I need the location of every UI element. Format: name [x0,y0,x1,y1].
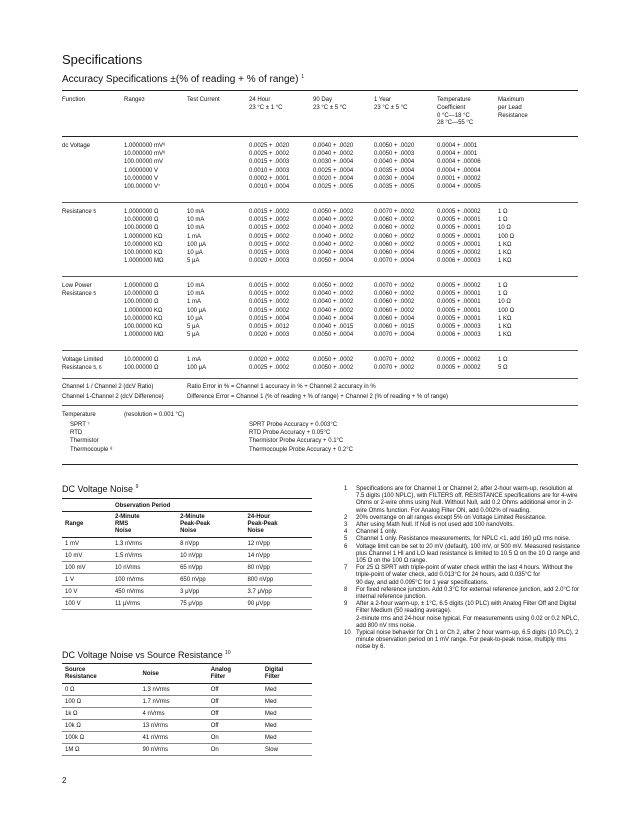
ratio-formula: Ratio Error in % = Channel 1 accuracy in % + Channel 2 accuracy in % [187,384,376,390]
lpr-1y: 0.0070 + .0002 0.0060 + .0002 0.0060 + .0002 0.0060 + .0002 0.0060 + .0004 0.0060 + .0015 0.0070 + .0004 [374,283,415,339]
source-cell: Med [262,708,312,720]
header-test-current: Test Current [187,97,220,103]
source-cell: 0 Ω [62,684,140,696]
source-cell: Off [208,696,262,708]
footnote-item [344,536,580,543]
dcv-tc: 0.0004 + .0001 0.0004 + .0001 0.0004 + .00006 0.0004 + .00004 0.0001 + .00002 0.0004 + .00005 [437,143,481,191]
noise-cell: 650 nVpp [177,574,244,586]
source-cell: 1.7 nVrms [140,696,208,708]
temperature-resolution: (resolution = 0.001 °C) [124,412,185,418]
source-cell: On [208,744,262,756]
footnote-item [344,522,580,529]
rule-vlr [62,378,578,379]
footnote-text: After a 2-hour warm-up, ± 1°C, 6.5 digits (10 PLC) with Analog Filter Off and Digital Filter Medium (50 reading average). 2-minute rms and 24-hour noise typical. For measurements using 0.02 or 0.2 NPLC, add 800 nV rms noise. [356,601,580,629]
source-row [62,744,312,756]
page-title: Specifications [62,52,143,67]
footnote-item [344,529,580,536]
vlr-90d: 0.0050 + .0002 0.0050 + .0002 [313,357,354,372]
res-1y: 0.0070 + .0002 0.0060 + .0002 0.0060 + .0002 0.0060 + .0002 0.0060 + .0002 0.0060 + .0004 0.0070 + .0004 [374,209,415,265]
dcv-90d: 0.0040 + .0020 0.0040 + .0002 0.0030 + .0004 0.0025 + .0004 0.0020 + .0004 0.0025 + .0005 [313,143,354,191]
source-cell: 4 nVrms [140,708,208,720]
noise-cell: 3 μVpp [177,586,244,598]
noise-title-note: 9 [135,484,139,490]
vlr-tc: 0.0005 + .00002 0.0005 + .00002 [437,357,481,372]
header-top-rule [62,90,578,91]
res-24h: 0.0015 + .0002 0.0015 + .0002 0.0015 + .0002 0.0015 + .0002 0.0015 + .0002 0.0015 + .0003 0.0020 + .0003 [249,209,290,265]
footnote-text: Channel 1 only. Resistance measurements, for NPLC <1, add 160 μΩ rms noise. [356,536,571,543]
noise-cell: 1.3 nVrms [112,538,177,550]
lpr-lead: 1 Ω 1 Ω 10 Ω 100 Ω 1 KΩ 1 KΩ 1 KΩ [498,283,515,339]
header-range-text: Range [124,97,142,103]
noise-cell: 1.5 nVrms [112,550,177,562]
source-row [62,684,312,696]
difference-label: Channel 1-Channel 2 (dcV Difference) [62,394,164,400]
source-row [62,720,312,732]
source-cell: Off [208,708,262,720]
source-row [62,696,312,708]
res-range: 1.0000000 Ω 10.000000 Ω 100.00000 Ω 1.0000000 KΩ 10.000000 KΩ 100.00000 KΩ 1.0000000 MΩ [124,209,164,265]
source-cell: 100k Ω [62,732,140,744]
lpr-current: 10 mA 10 mA 1 mA 100 μA 10 μA 5 μA 5 μA [187,283,207,339]
noise-cell: 65 nVpp [177,562,244,574]
source-title-note: 10 [225,650,231,656]
source-cell: On [208,732,262,744]
res-lead: 1 Ω 1 Ω 10 Ω 100 Ω 1 KΩ 1 KΩ 1 KΩ [498,209,515,265]
noise-subheader-row [62,500,312,512]
res-label [62,208,96,216]
source-cell: Off [208,684,262,696]
noise-cell: 800 nVpp [245,574,312,586]
noise-cell: 1 V [62,574,112,586]
footnote-number: 4 [344,529,348,536]
noise-cell: 10 nVrms [112,562,177,574]
source-cell: 10k Ω [62,720,140,732]
noise-cell: 450 nVrms [112,586,177,598]
lpr-label [62,282,96,298]
noise-cell: 90 μVpp [245,598,312,610]
lpr-24h: 0.0015 + .0002 0.0015 + .0002 0.0015 + .0002 0.0015 + .0002 0.0015 + .0004 0.0015 + .0012 0.0020 + .0003 [249,283,290,339]
res-label-note: 5 [93,209,97,215]
noise-cell: 75 μVpp [177,598,244,610]
vlr-range: 10.000000 Ω 100.00000 Ω [124,357,159,372]
lpr-90d: 0.0050 + .0002 0.0040 + .0002 0.0040 + .0002 0.0040 + .0002 0.0040 + .0004 0.0040 + .0015 0.0050 + .0004 [313,283,354,339]
source-table [62,665,312,756]
header-bottom-rule [62,136,578,137]
noise-cell: 80 nVpp [245,562,312,574]
rule-ratio [62,405,578,406]
rule-res [62,276,578,277]
footnote-number: 10 [344,630,351,637]
noise-title-text: DC Voltage Noise [62,484,134,494]
noise-cell: 8 nVpp [177,538,244,550]
noise-cell: 100 nVrms [112,574,177,586]
rule-dcv [62,202,578,203]
footnote-item [344,601,580,630]
footnote-item [344,486,580,515]
footnote-text: Channel 1 only. [356,529,398,536]
header-24-hour: 24 Hour 23 °C ± 1 °C [249,97,283,111]
accuracy-title-note: 1 [301,74,304,80]
footnote-number: 7 [344,565,348,572]
source-title [62,650,231,660]
noise-cell: 11 μVrms [112,598,177,610]
vlr-24h: 0.0020 + .0002 0.0025 + .0002 [249,357,290,372]
footnote-item [344,565,580,587]
source-row [62,708,312,720]
noise-subheader-blank [62,500,112,512]
noise-observation-period: Observation Period [112,500,312,512]
footnote-item [344,544,580,566]
footnote-number: 1 [344,486,348,492]
footnote-text: For 25 Ω SPRT with triple-point of water check within the last 4 hours. Without the triple-point of water check, add 0.013°C for 24 hours, add 0.035°C for 90 day, and add 0.095°C for 1 year specifications. [356,565,573,586]
footnote-number: 3 [344,522,348,529]
noise-row [62,550,312,562]
res-90d: 0.0050 + .0002 0.0040 + .0002 0.0040 + .0002 0.0040 + .0002 0.0040 + .0002 0.0040 + .0004 0.0050 + .0004 [313,209,354,265]
noise-cell: 12 nVpp [245,538,312,550]
noise-top-rule [62,498,312,499]
vlr-label [62,356,103,372]
noise-header-cell: 24-Hour Peak-Peak Noise [245,512,312,538]
difference-formula: Difference Error = Channel 1 (% of reading + % of range) + Channel 2 (% of reading + % of range) [187,394,449,400]
footnote-number: 8 [344,586,348,593]
footnote-text: Voltage limit can be set to 20 mV (default), 100 mV, or 500 mV. Measured resistance plus Channel 1 HI and LO lead resistance is limited to 10.5 Ω on the 10 Ω range and 105 Ω on the 100 Ω range. [356,543,581,565]
noise-row [62,538,312,550]
noise-cell: 10 nVpp [177,550,244,562]
source-cell: Med [262,720,312,732]
source-cell: Med [262,696,312,708]
footnote-number: 2 [344,514,348,521]
source-cell: 41 nVrms [140,732,208,744]
header-1-year: 1 Year 23 °C ± 5 °C [374,97,408,111]
noise-header-row [62,512,312,538]
footnote-item [344,587,580,601]
source-cell: 1M Ω [62,744,140,756]
source-cell: Med [262,684,312,696]
accuracy-title-text: Accuracy Specifications ±(% of reading + % of range) [62,74,299,85]
vlr-current: 1 mA 100 μA [187,357,207,372]
footnote-number: 9 [344,601,348,608]
lpr-label-note: 5 [93,291,97,298]
noise-table [62,500,312,610]
noise-cell: 3.7 μVpp [245,586,312,598]
noise-cell: 10 V [62,586,112,598]
dcv-1y: 0.0050 + .0020 0.0050 + .0003 0.0040 + .0004 0.0035 + .0004 0.0030 + .0004 0.0035 + .0005 [374,143,415,191]
source-header-cell: Digital Filter [262,665,312,684]
source-header-row [62,665,312,684]
source-header-cell: Noise [140,665,208,684]
footnote-text: Specifications are for Channel 1 or Channel 2, after 2-hour warm-up, resolution at 7.5 digits (100 NPLC), with FILTERS off. RESISTANCE specifications are for 4-wire Ohms or 2-wire ohms using Null. Without Null, add 0.2 Ohms additional error in 2-wire Ohms function. For Analog Filter ON, add 0.002% of reading. [356,486,578,514]
footnote-text: 20% overrange on all ranges except 5% on Voltage Limited Resistance. [356,514,547,521]
noise-header-cell: Range [62,512,112,538]
rule-lpr [62,350,578,351]
header-temp-coefficient: Temperature Coefficient 0 °C—18 °C 28 °C—55 °C [437,97,474,127]
noise-cell: 14 nVpp [245,550,312,562]
res-label-text: Resistance [62,209,92,215]
noise-cell: 100 mV [62,562,112,574]
accuracy-title [62,74,304,85]
noise-title [62,484,138,494]
temperature-sensors: SPRT ⁷ RTD Thermistor Thermocouple ⁸ [70,422,113,453]
ratio-label: Channel 1 / Channel 2 (dcV Ratio) [62,384,154,390]
temperature-label: Temperature [62,412,96,418]
source-top-rule [62,663,312,664]
noise-row [62,562,312,574]
header-range [124,97,144,105]
noise-header-cell: 2-Minute RMS Noise [112,512,177,538]
dcv-24h: 0.0025 + .0020 0.0025 + .0002 0.0015 + .0003 0.0010 + .0003 0.0002 + .0001 0.0010 + .0004 [249,143,290,191]
footnote-text: After using Math Null. If Null is not used add 100 nanoVolts. [356,522,515,529]
source-cell: Med [262,732,312,744]
dcv-range: 1.0000000 mV⁶ 10.000000 mV⁶ 100.00000 mV 1.0000000 V 10.000000 V 100.00000 V⁷ [124,143,166,191]
page-number: 2 [62,776,67,785]
res-current: 10 mA 10 mA 10 mA 1 mA 100 μA 10 μA 5 μA [187,209,207,265]
dcv-label: dc Voltage [62,143,91,149]
source-header-cell: Analog Filter [208,665,262,684]
vlr-label-note: 5, 6 [93,365,102,372]
footnote-item [344,515,580,522]
lpr-tc: 0.0005 + .00002 0.0005 + .00001 0.0005 + .00001 0.0005 + .00001 0.0005 + .00001 0.0005 + .00003 0.0006 + .00003 [437,283,481,339]
header-max-lead: Maximum per Lead Resistance [498,97,528,119]
accuracy-table-bottom-rule [62,464,578,465]
noise-row [62,586,312,598]
source-cell: 90 nVrms [140,744,208,756]
noise-cell: 10 mV [62,550,112,562]
source-row [62,732,312,744]
header-90-day: 90 Day 23 °C ± 5 °C [313,97,347,111]
footnote-number: 6 [344,543,348,550]
vlr-lead: 1 Ω 5 Ω [498,357,508,372]
noise-header-cell: 2-Minute Peak-Peak Noise [177,512,244,538]
temperature-accuracy: SPRT Probe Accuracy + 0.003°C RTD Probe Accuracy + 0.05°C Thermistor Probe Accuracy + 0.1°C Thermocouple Probe Accuracy + 0.2°C [249,422,353,453]
source-title-text: DC Voltage Noise vs Source Resistance [62,650,223,660]
header-range-note: 3 [141,97,145,103]
footnote-text: For fixed reference junction. Add 0.3°C for external reference junction, add 2.0°C for internal reference junction. [356,586,579,601]
res-tc: 0.0005 + .00002 0.0005 + .00001 0.0005 + .00001 0.0005 + .00001 0.0005 + .00001 0.0005 + .00002 0.0006 + .00003 [437,209,481,265]
source-cell: Off [208,720,262,732]
noise-cell: 100 V [62,598,112,610]
noise-row [62,574,312,586]
footnote-text: Typical noise behavior for Ch 1 or Ch 2, after 2 hour warm-up, 6.5 digits (10 PLC), 2 minute observation period on 1 mV range. For peak-to-peak noise, multiply rms noise by 6. [356,630,579,651]
header-function: Function [62,97,86,103]
footnotes [344,486,580,652]
lpr-range: 1.0000000 Ω 10.000000 Ω 100.00000 Ω 1.0000000 KΩ 10.000000 KΩ 100.00000 KΩ 1.0000000 MΩ [124,283,164,339]
footnote-item [344,630,580,652]
footnote-number: 5 [344,536,348,543]
lpr-label-text: Low Power Resistance [62,283,92,298]
noise-cell: 1 mV [62,538,112,550]
source-cell: 1.3 nVrms [140,684,208,696]
noise-row [62,598,312,610]
source-cell: 13 nVrms [140,720,208,732]
vlr-1y: 0.0070 + .0002 0.0070 + .0002 [374,357,415,372]
source-cell: 100 Ω [62,696,140,708]
source-header-cell: Source Resistance [62,665,140,684]
source-cell: 1k Ω [62,708,140,720]
source-cell: Slow [262,744,312,756]
vlr-label-text: Voltage Limited Resistance [62,357,104,372]
